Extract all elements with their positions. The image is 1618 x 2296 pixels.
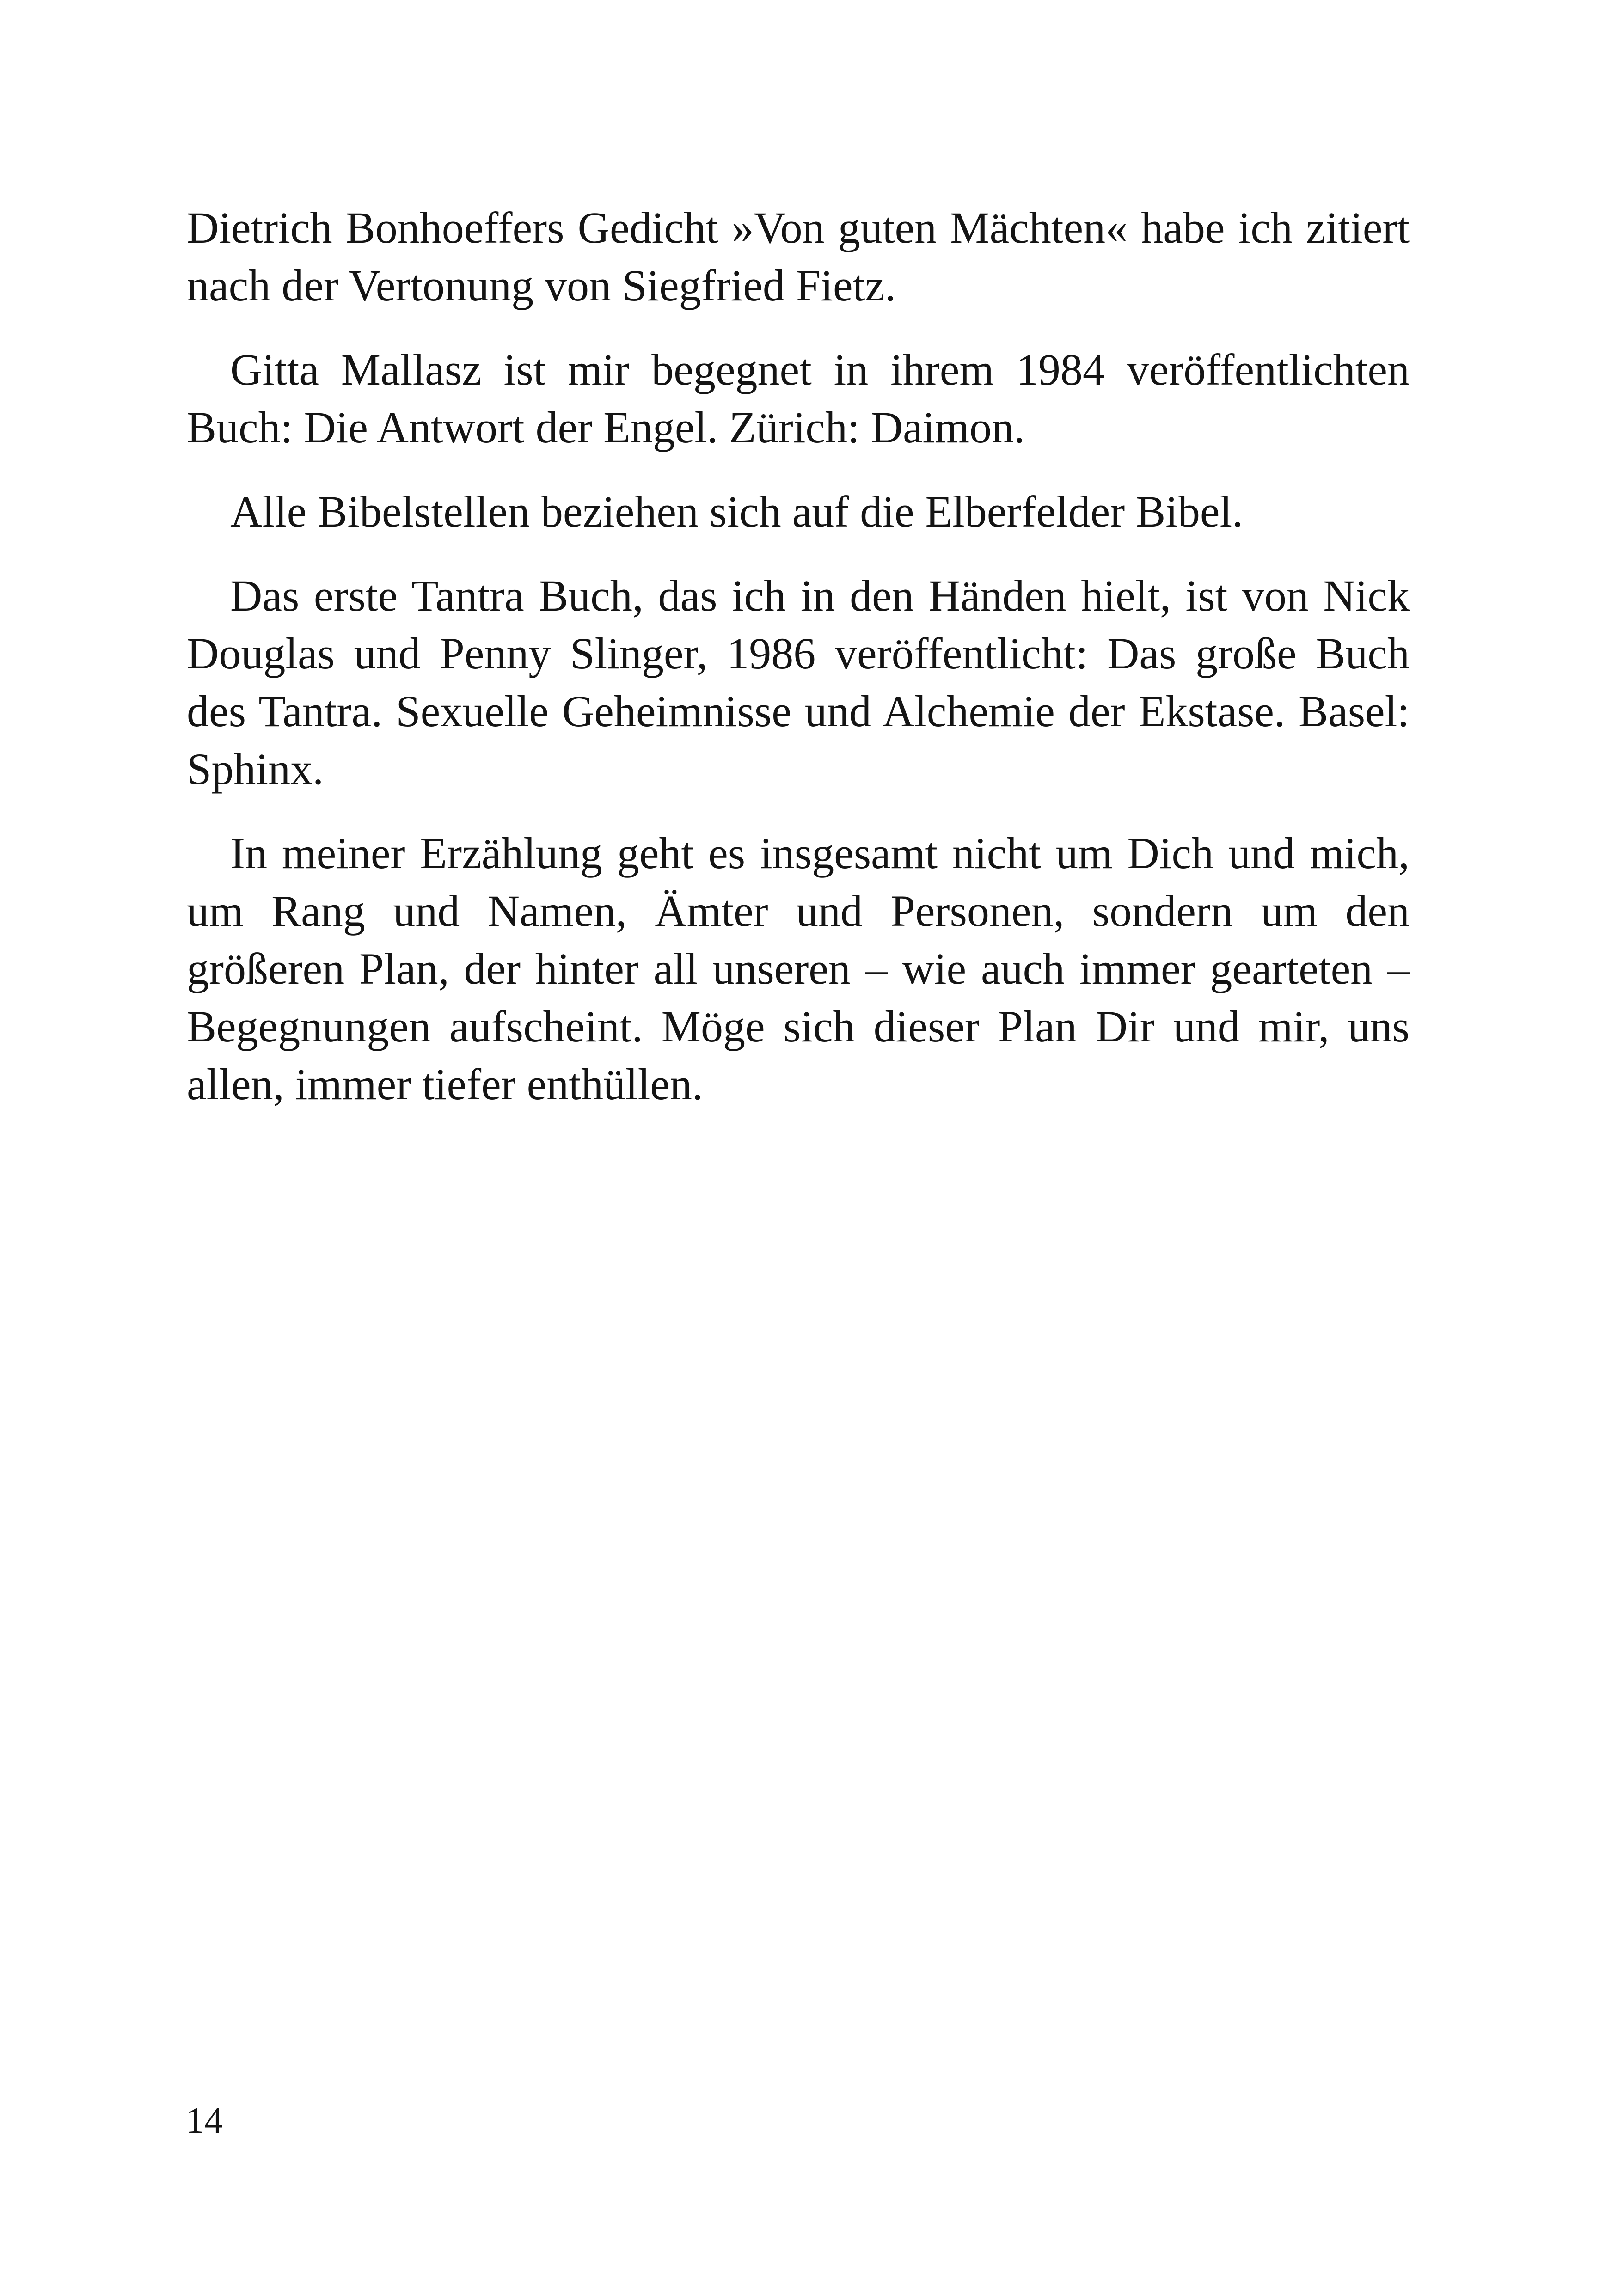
paragraph-bonhoeffer: Dietrich Bonhoeffers Gedicht »Von guten Mächten« habe ich zitiert nach der Vertonung von Siegfried Fietz. [187, 203, 1410, 310]
paragraph-closing: In meiner Erzählung geht es insgesamt nicht um Dich und mich, um Rang und Namen, Ämter und Personen, sondern um den größeren Plan, der hinter all unseren – wie auch immer gearteten – Begegnungen aufscheint. Möge sich dieser Plan Dir und mir, uns allen, immer tiefer enthüllen. [187, 828, 1410, 1109]
body-text [187, 199, 1410, 1113]
page-number: 14 [186, 2100, 223, 2141]
paragraph-bible: Alle Bibelstellen beziehen sich auf die Elberfelder Bibel. [230, 487, 1244, 536]
paragraph-mallasz: Gitta Mallasz ist mir begegnet in ihrem 1984 veröffentlichten Buch: Die Antwort der Engel. Zürich: Daimon. [187, 345, 1410, 452]
paragraph-tantra: Das erste Tantra Buch, das ich in den Händen hielt, ist von Nick Douglas und Penny Slinger, 1986 veröffentlicht: Das große Buch des Tantra. Sexuelle Geheimnisse und Alchemie der Ekstase. Basel: Sphinx. [187, 571, 1410, 794]
